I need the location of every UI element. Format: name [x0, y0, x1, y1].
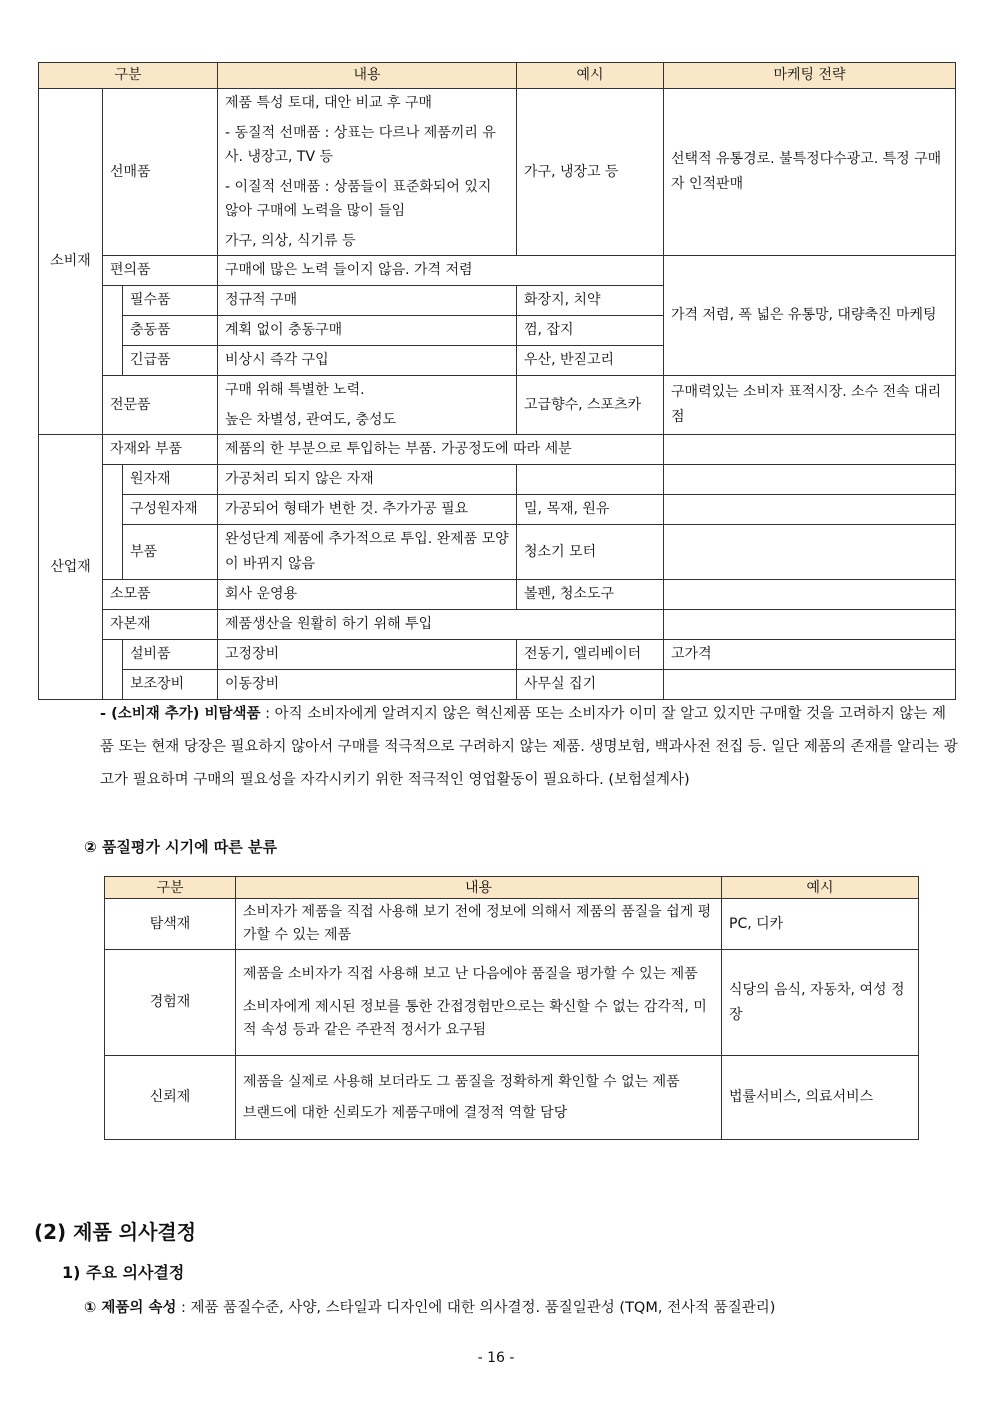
consumer-goods-label: 소비재 — [39, 89, 103, 435]
emergency-content: 비상시 즉각 구입 — [218, 346, 517, 376]
materials-label: 자재와 부품 — [103, 435, 218, 465]
shopping-example: 가구, 냉장고 등 — [517, 89, 664, 256]
impulse-content: 계획 없이 충동구매 — [218, 316, 517, 346]
emergency-example: 우산, 반짇고리 — [517, 346, 664, 376]
table-row — [39, 435, 956, 465]
table-row — [39, 256, 956, 286]
item-text: : 제품 품질수준, 사양, 스타일과 디자인에 대한 의사결정. 품질일관성 (TQM, 전사적 품질관리) — [176, 1300, 776, 1316]
component-content: 가공되어 형태가 변한 것. 추가가공 필요 — [218, 495, 517, 525]
capital-label: 자본재 — [103, 610, 218, 640]
table-row — [39, 376, 956, 435]
table-row — [39, 525, 956, 580]
header-content: 내용 — [218, 63, 517, 89]
shopping-label: 선매품 — [103, 89, 218, 256]
indent-cell — [103, 286, 123, 376]
header-category: 구분 — [105, 877, 236, 899]
capital-content: 제품생산을 원활히 하기 위해 투입 — [218, 610, 664, 640]
empty-cell — [664, 495, 956, 525]
materials-content: 제품의 한 부분으로 투입하는 부품. 가공정도에 따라 세분 — [218, 435, 664, 465]
header-category: 구분 — [39, 63, 218, 89]
table-row — [39, 580, 956, 610]
indent-cell — [103, 465, 123, 580]
table-row — [39, 640, 956, 670]
table-row — [39, 610, 956, 640]
section-title: ② 품질평가 시기에 따른 분류 — [84, 838, 277, 856]
table-header-row — [105, 877, 919, 899]
table-header-row — [39, 63, 956, 89]
subsection-heading: 1) 주요 의사결정 — [62, 1263, 185, 1282]
empty-cell — [664, 525, 956, 580]
staple-label: 필수품 — [123, 286, 218, 316]
item-bold: ① 제품의 속성 — [84, 1300, 177, 1316]
table-row — [105, 950, 919, 1056]
empty-cell — [517, 465, 664, 495]
specialty-label: 전문품 — [103, 376, 218, 435]
installations-strategy: 고가격 — [664, 640, 956, 670]
experience-goods-label: 경험재 — [105, 950, 236, 1056]
staple-example: 화장지, 치약 — [517, 286, 664, 316]
header-example: 예시 — [517, 63, 664, 89]
empty-cell — [664, 610, 956, 640]
header-content: 내용 — [236, 877, 722, 899]
empty-cell — [664, 465, 956, 495]
table-row — [105, 1056, 919, 1140]
component-label: 구성원자재 — [123, 495, 218, 525]
raw-label: 원자재 — [123, 465, 218, 495]
table-row — [39, 89, 956, 256]
search-goods-label: 탐색재 — [105, 899, 236, 950]
product-attributes-item — [84, 1296, 775, 1317]
empty-cell — [664, 670, 956, 700]
parts-label: 부품 — [123, 525, 218, 580]
empty-cell — [664, 580, 956, 610]
installations-content: 고정장비 — [218, 640, 517, 670]
experience-goods-example: 식당의 음식, 자동차, 여성 정장 — [722, 950, 919, 1056]
emergency-label: 긴급품 — [123, 346, 218, 376]
specialty-content: 구매 위해 특별한 노력. 높은 차별성, 관여도, 충성도 — [218, 376, 517, 435]
installations-label: 설비품 — [123, 640, 218, 670]
page-number: - 16 - — [477, 1350, 515, 1366]
parts-content: 완성단계 제품에 추가적으로 투입. 완제품 모양이 바뀌지 않음 — [218, 525, 517, 580]
accessory-label: 보조장비 — [123, 670, 218, 700]
credence-goods-example: 법률서비스, 의료서비스 — [722, 1056, 919, 1140]
installations-example: 전동기, 엘리베이터 — [517, 640, 664, 670]
indent-cell — [103, 640, 123, 700]
search-goods-content: 소비자가 제품을 직접 사용해 보기 전에 정보에 의해서 제품의 품질을 쉽게 평가할 수 있는 제품 — [236, 899, 722, 950]
supplies-example: 볼펜, 청소도구 — [517, 580, 664, 610]
supplies-label: 소모품 — [103, 580, 218, 610]
shopping-strategy: 선택적 유통경로. 불특정다수광고. 특정 구매자 인적판매 — [664, 89, 956, 256]
table-row — [39, 465, 956, 495]
impulse-example: 껌, 잡지 — [517, 316, 664, 346]
section-heading: (2) 제품 의사결정 — [34, 1220, 197, 1244]
staple-content: 정규적 구매 — [218, 286, 517, 316]
convenience-content: 구매에 많은 노력 들이지 않음. 가격 저렴 — [218, 256, 664, 286]
specialty-strategy: 구매력있는 소비자 표적시장. 소수 전속 대리점 — [664, 376, 956, 435]
quality-evaluation-table — [104, 876, 919, 1140]
parts-example: 청소기 모터 — [517, 525, 664, 580]
credence-goods-content: 제품을 실제로 사용해 보더라도 그 품질을 정확하게 확인할 수 없는 제품 브랜드에 대한 신뢰도가 제품구매에 결정적 역할 담당 — [236, 1056, 722, 1140]
specialty-example: 고급향수, 스포츠카 — [517, 376, 664, 435]
accessory-content: 이동장비 — [218, 670, 517, 700]
convenience-label: 편의품 — [103, 256, 218, 286]
industrial-goods-label: 산업재 — [39, 435, 103, 700]
raw-content: 가공처리 되지 않은 자재 — [218, 465, 517, 495]
table-row — [39, 495, 956, 525]
note-text: : 아직 소비자에게 알려지지 않은 혁신제품 또는 소비자가 이미 잘 알고 있지만 구매할 것을 고려하지 않는 제품 또는 현재 당장은 필요하지 않아서 구매를 적극적으로 구려하지 않는 제품. 생명보험, 백과사전 전집 등. 일단 제품의 존재를 알리는 광고가 필요하며 구매의 필요성을 자각시키기 위한 적극적인 영업활동이 필요하다. (보험설계사) — [100, 706, 958, 788]
product-classification-table — [38, 62, 956, 700]
experience-goods-content: 제품을 소비자가 직접 사용해 보고 난 다음에야 품질을 평가할 수 있는 제품 소비자에게 제시된 정보를 통한 간접경험만으로는 확신할 수 없는 감각적, 미적 속성 등과 같은 주관적 정서가 요구됨 — [236, 950, 722, 1056]
supplies-content: 회사 운영용 — [218, 580, 517, 610]
shopping-content: 제품 특성 토대, 대안 비교 후 구매 - 동질적 선매품 : 상표는 다르나 제품끼리 유사. 냉장고, TV 등 - 이질적 선매품 : 상품들이 표준화되어 있지 않아 구매에 노력을 많이 들임 가구, 의상, 식기류 등 — [218, 89, 517, 256]
credence-goods-label: 신뢰제 — [105, 1056, 236, 1140]
impulse-label: 충동품 — [123, 316, 218, 346]
note-bold: - (소비재 추가) 비탐색품 — [100, 706, 261, 722]
empty-cell — [664, 435, 956, 465]
accessory-example: 사무실 집기 — [517, 670, 664, 700]
search-goods-example: PC, 디카 — [722, 899, 919, 950]
component-example: 밀, 목재, 원유 — [517, 495, 664, 525]
unsought-goods-note — [100, 698, 960, 797]
table-row — [39, 670, 956, 700]
header-example: 예시 — [722, 877, 919, 899]
table-row — [105, 899, 919, 950]
convenience-strategy: 가격 저렴, 폭 넓은 유통망, 대량축진 마케팅 — [664, 256, 956, 376]
header-strategy: 마케팅 전략 — [664, 63, 956, 89]
